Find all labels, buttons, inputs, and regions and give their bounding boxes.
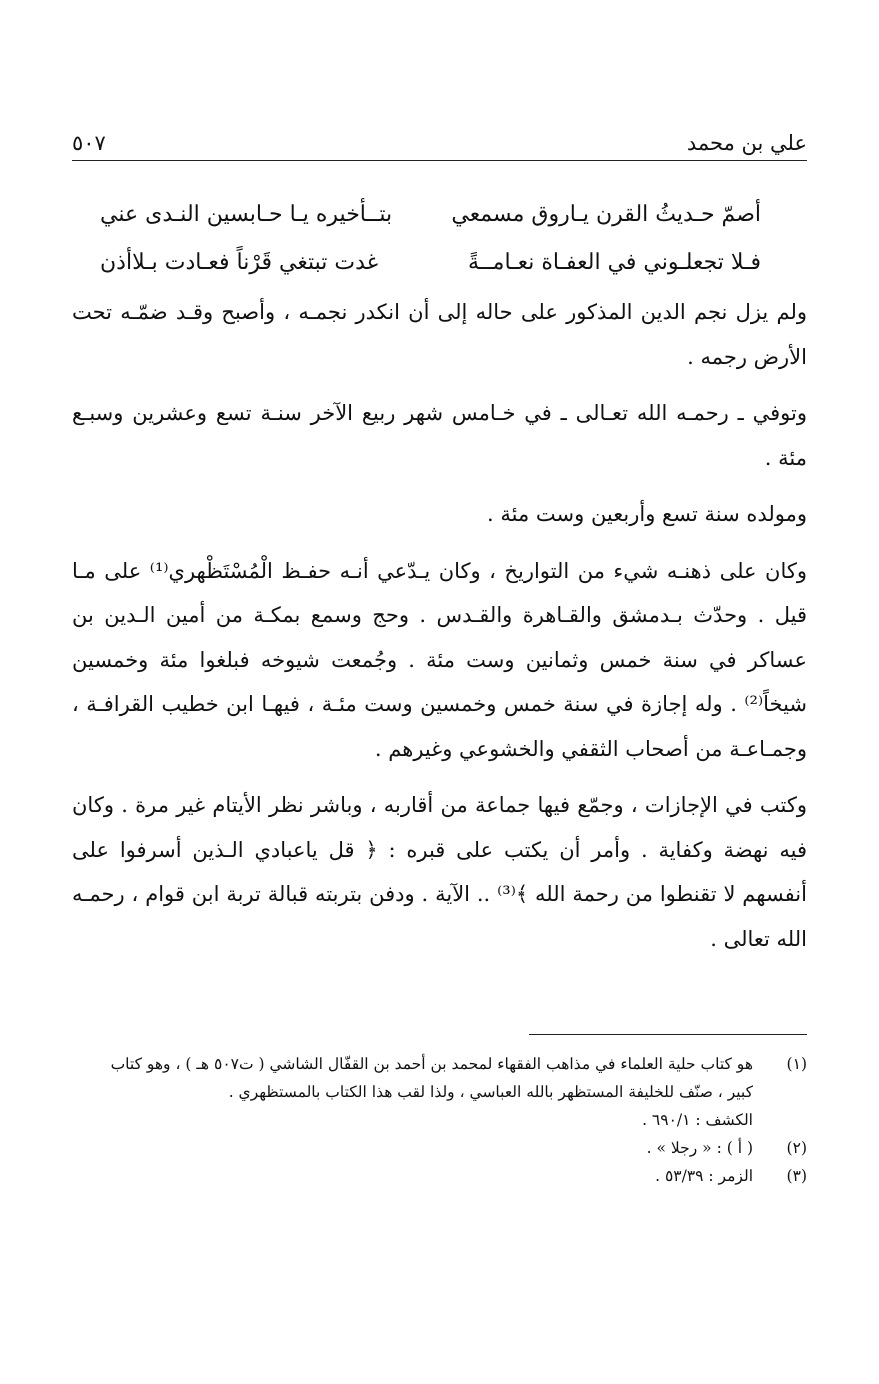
paragraph: وكتب في الإجازات ، وجمّع فيها جماعة من أقاربه ، وباشر نظر الأيتام غير مرة . وكان فيه نهضة وكفاية . وأمر أن يكتب على قبره : ﴿ قل ياعبادي الـذين أسرفوا على أنفسهم لا تقنطوا من رحمة الله ﴾⁽³⁾ .. الآية . ودفن بتربته قبالة تربة ابن قوام ، رحمـه الله تعالى . bbox=[72, 793, 807, 951]
footnotes bbox=[72, 1050, 807, 1190]
footnote-text bbox=[72, 1050, 753, 1134]
paragraph: وتوفي ـ رحمـه الله تعـالى ـ في خـامس شهر ربيع الآخر سنـة تسع وعشرين وسبـع مئة . bbox=[72, 401, 807, 470]
footnote-line: ( أ ) : « رجلا » . bbox=[646, 1139, 753, 1157]
paragraph: ومولده سنة تسع وأربعين وست مئة . bbox=[487, 502, 807, 526]
footnote-text bbox=[72, 1134, 753, 1162]
footnote bbox=[72, 1050, 807, 1134]
footnote-number: (١) bbox=[786, 1055, 807, 1073]
verse-line bbox=[100, 190, 761, 238]
body-text bbox=[72, 290, 807, 973]
verse-second-hemistich: بتــأخيره يـا حـابسين النـدى عني bbox=[100, 201, 393, 227]
verse-line bbox=[100, 238, 761, 286]
verse-first-hemistich: فـلا تجعلـوني في العفـاة نعـامــةً bbox=[468, 249, 761, 275]
page-header bbox=[72, 128, 807, 158]
paragraph: وكان على ذهنـه شيء من التواريخ ، وكان يـدّعي أنـه حفـظ الْمُسْتَظْهري⁽¹⁾ على مـا قيل . وحدّث بـدمشق والقـاهرة والقـدس . وحج وسمع بمكـة من أمين الـدين بن عساكر في سنة خمس وثمانين وست مئة . وجُمعت شيوخه فبلغوا مئة وخمسين شيخاً⁽²⁾ . وله إجازة في سنة خمس وخمسين وست مئـة ، فيهـا ابن خطيب القرافـة ، وجمـاعـة من أصحاب الثقفي والخشوعي وغيرهم . bbox=[72, 558, 808, 761]
footnote-number: (٢) bbox=[786, 1139, 807, 1157]
footnote-line: كبير ، صنّف للخليفة المستظهر بالله العباسي ، ولذا لقب هذا الكتاب بالمستظهري . bbox=[228, 1083, 753, 1101]
footnote-line: هو كتاب حلية العلماء في مذاهب الفقهاء لمحمد بن أحمد بن القفّال الشاشي ( ت٥٠٧ هـ ) ، وهو كتاب bbox=[110, 1055, 753, 1073]
paragraph: ولم يزل نجم الدين المذكور على حاله إلى أن انكدر نجمـه ، وأصبح وقـد ضمّـه تحت الأرض رجمه . bbox=[72, 300, 807, 369]
footnote bbox=[72, 1134, 807, 1162]
footnote-number: (٣) bbox=[786, 1167, 807, 1185]
page-number: ٥٠٧ bbox=[72, 131, 106, 155]
running-title: علي بن محمد bbox=[686, 131, 807, 155]
verse-first-hemistich: أصمّ حـديثُ القرن يـاروق مسمعي bbox=[451, 201, 761, 227]
header-divider bbox=[72, 160, 807, 161]
footnote-line: الزمر : ٥٣/٣٩ . bbox=[655, 1167, 753, 1185]
footnote-text bbox=[72, 1162, 753, 1190]
footnote-divider bbox=[529, 1034, 807, 1035]
poem-verses bbox=[100, 190, 761, 286]
footnote-line: الكشف : ٦٩٠/١ . bbox=[642, 1111, 753, 1129]
footnote bbox=[72, 1162, 807, 1190]
verse-second-hemistich: غدت تبتغي قَرْناً فعـادت بـلاأذن bbox=[100, 249, 379, 275]
